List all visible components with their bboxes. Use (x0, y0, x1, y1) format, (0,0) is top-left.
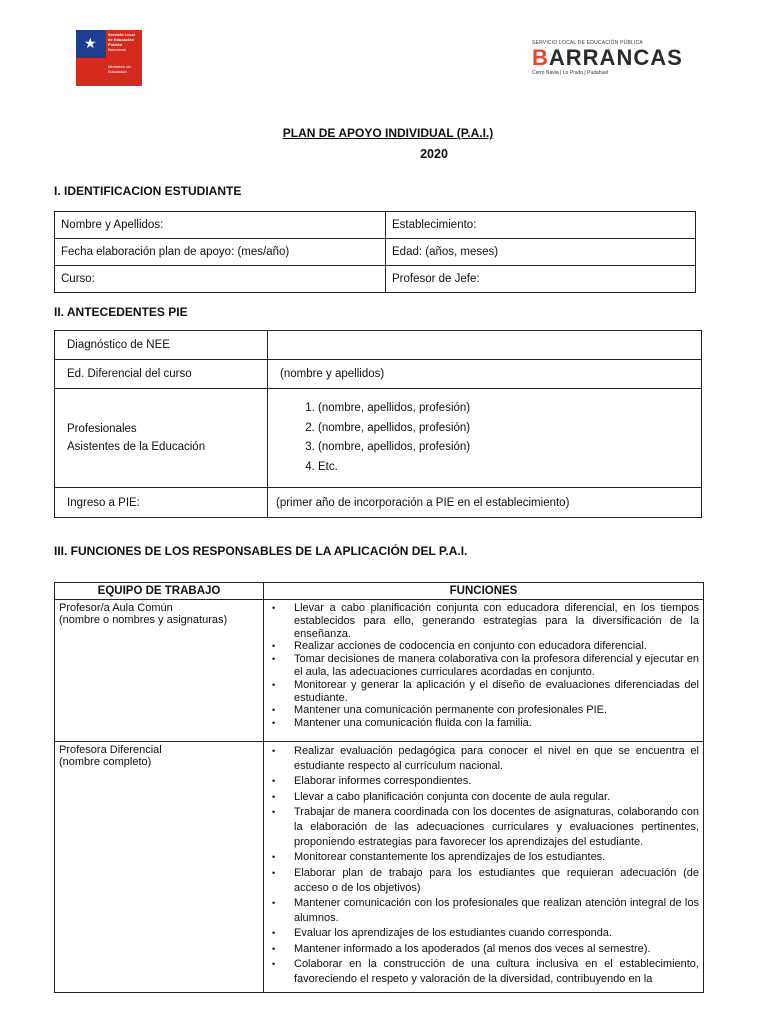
list-item: 1. (nombre, apellidos, profesión) (318, 399, 695, 419)
table-cell: Curso: (55, 266, 386, 293)
pie-background-table (54, 330, 702, 518)
table-row (55, 742, 704, 993)
list-item: • Monitorear y generar la aplicación y el diseño de evaluaciones diferenciadas del estudiante. (294, 679, 699, 705)
barrancas-brand: BARRANCAS (532, 45, 683, 70)
section-1-heading: I. IDENTIFICACION ESTUDIANTE (54, 184, 242, 198)
ingreso-label: Ingreso a PIE: (55, 488, 268, 518)
profesionales-list (280, 399, 695, 477)
functions-list (268, 602, 699, 730)
list-item: • Mantener una comunicación fluida con la familia. (294, 717, 699, 730)
role-title: Profesora Diferencial (59, 744, 162, 756)
table-row (55, 331, 702, 360)
list-item: • Elaborar informes correspondientes. (294, 774, 699, 789)
list-item: • Llevar a cabo planificación conjunta con docente de aula regular. (294, 790, 699, 805)
list-item: • Realizar acciones de codocencia en conjunto con educadora diferencial. (294, 640, 699, 653)
table-row (55, 360, 702, 389)
table-row (55, 488, 702, 518)
barrancas-logo-sub: Cerro Navia | Lo Prado | Pudahuel (532, 70, 609, 76)
list-item: 3. (nombre, apellidos, profesión) (318, 438, 695, 458)
list-item: • Realizar evaluación pedagógica para conocer el nivel en que se encuentra el estudiante respecto al currículum nacional. (294, 744, 699, 774)
list-item: • Mantener una comunicación permanente con profesionales PIE. (294, 704, 699, 717)
asistentes-label: Asistentes de la Educación (67, 441, 206, 453)
table-row (55, 266, 696, 293)
column-header-functions: FUNCIONES (264, 583, 704, 600)
logo-region: Barrancas (108, 47, 127, 52)
table-cell: Profesor de Jefe: (386, 266, 696, 293)
document-title: PLAN DE APOYO INDIVIDUAL (P.A.I.) (282, 126, 494, 140)
table-cell: Edad: (años, meses) (386, 239, 696, 266)
column-header-team: EQUIPO DE TRABAJO (55, 583, 264, 600)
diagnostico-value (268, 331, 702, 360)
list-item: • Tomar decisiones de manera colaborativa con la profesora diferencial y ejecutar en el aula, las adecuaciones curriculares acordadas en conjunto. (294, 653, 699, 679)
barrancas-logo (532, 40, 702, 76)
ministry-logo (76, 30, 142, 86)
table-row (55, 600, 704, 742)
list-item: • Mantener informado a los apoderados (al menos dos veces al semestre). (294, 942, 699, 957)
ed-diferencial-label: Ed. Diferencial del curso (55, 360, 268, 389)
list-item: 2. (nombre, apellidos, profesión) (318, 419, 695, 439)
ed-diferencial-value: (nombre y apellidos) (268, 360, 702, 389)
table-header-row (55, 583, 704, 600)
barrancas-logo-top: SERVICIO LOCAL DE EDUCACIÓN PÚBLICA (532, 40, 643, 46)
list-item: • Monitorear constantemente los aprendizajes de los estudiantes. (294, 850, 699, 865)
list-item: • Trabajar de manera coordinada con los docentes de asignaturas, colaborando con la elaboración de las adecuaciones curriculares y evaluaciones pertinentes, proponiendo estrategias para favorecer los aprendizajes del estudiante. (294, 805, 699, 851)
list-item: 4. Etc. (318, 458, 695, 478)
table-cell: Fecha elaboración plan de apoyo: (mes/año) (55, 239, 386, 266)
list-item: • Mantener comunicación con los profesionales que realizan atención integral de los alumnos. (294, 896, 699, 926)
table-row (55, 239, 696, 266)
table-row (55, 389, 702, 488)
list-item: • Colaborar en la construcción de una cultura inclusiva en el establecimiento, favoreciendo el respeto y valoración de la diversidad, contribuyendo en la (294, 957, 699, 987)
table-cell: Establecimiento: (386, 212, 696, 239)
list-item: • Evaluar los aprendizajes de los estudiantes cuando corresponda. (294, 926, 699, 941)
logo-ministry: Ministerio de Educación (108, 64, 131, 74)
student-identification-table (54, 211, 696, 293)
table-cell: Nombre y Apellidos: (55, 212, 386, 239)
chile-flag-icon: ★ (76, 30, 106, 86)
ingreso-value: (primer año de incorporación a PIE en el establecimiento) (268, 488, 702, 518)
role-note: (nombre completo) (59, 756, 152, 768)
role-title: Profesor/a Aula Común (59, 602, 173, 614)
table-row (55, 212, 696, 239)
role-note: (nombre o nombres y asignaturas) (59, 614, 228, 626)
diagnostico-label: Diagnóstico de NEE (55, 331, 268, 360)
document-year: 2020 (420, 147, 448, 161)
profesionales-label: Profesionales (67, 423, 137, 435)
functions-list (268, 744, 699, 987)
logo-org-line: Servicio Local de Educación Pública (108, 32, 136, 47)
section-2-heading: II. ANTECEDENTES PIE (54, 305, 188, 319)
list-item: • Llevar a cabo planificación conjunta con educadora diferencial, en los tiempos establecidos para ello, generando estrategias para la diversificación de la enseñanza. (294, 602, 699, 640)
list-item: • Elaborar plan de trabajo para los estudiantes que requieran adecuación (de acceso o de los objetivos) (294, 866, 699, 896)
functions-table (54, 582, 704, 993)
section-3-heading: III. FUNCIONES DE LOS RESPONSABLES DE LA APLICACIÓN DEL P.A.I. (54, 544, 468, 558)
